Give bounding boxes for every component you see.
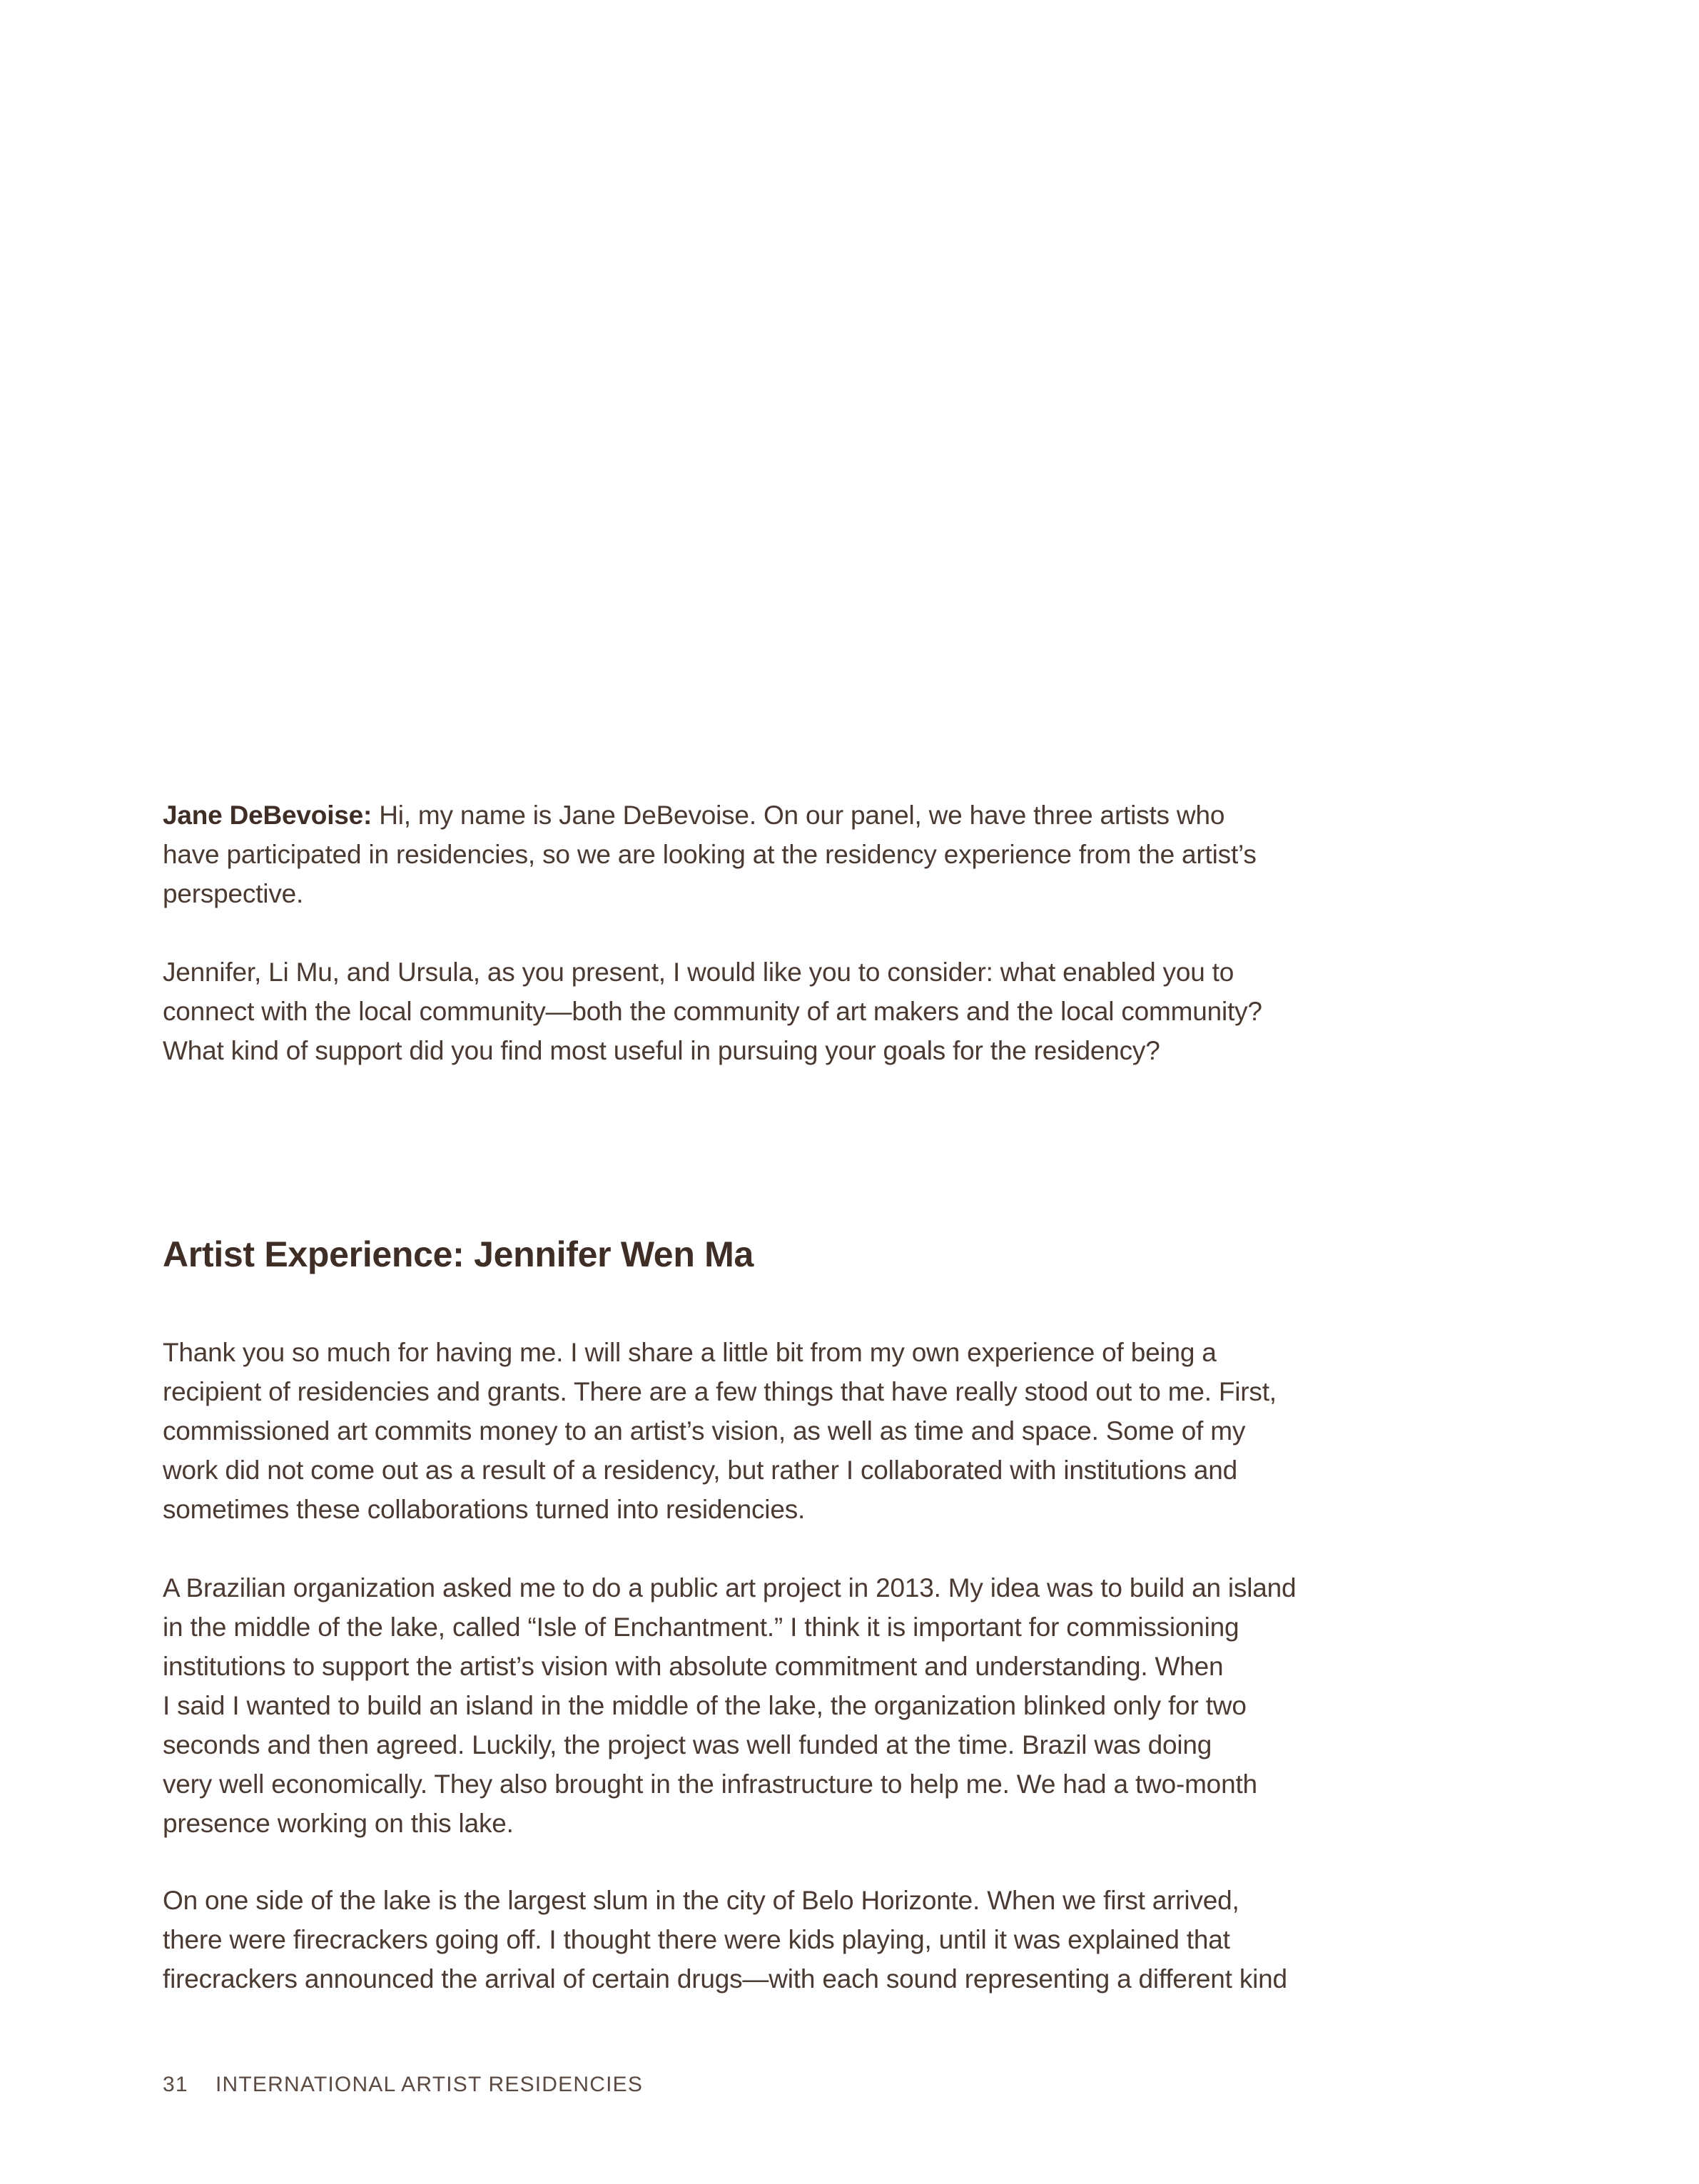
s-p2-line-3: institutions to support the artist’s vision with absolute commitment and understanding. When xyxy=(163,1652,1224,1681)
s-p2-line-7: presence working on this lake. xyxy=(163,1809,514,1838)
speaker-name: Jane DeBevoise: xyxy=(163,801,372,830)
s-p2-line-1: A Brazilian organization asked me to do a public art project in 2013. My idea was to build an island xyxy=(163,1573,1297,1603)
s-p3-line-3: firecrackers announced the arrival of certain drugs—with each sound representing a different kind xyxy=(163,1964,1287,1993)
section-heading: Artist Experience: Jennifer Wen Ma xyxy=(163,1234,754,1274)
s-p1-line-5: sometimes these collaborations turned into residencies. xyxy=(163,1495,806,1524)
intro-line-3: perspective. xyxy=(163,879,304,908)
s-p1-line-2: recipient of residencies and grants. There are a few things that have really stood out to me. First, xyxy=(163,1377,1277,1406)
s-p2-line-5: seconds and then agreed. Luckily, the project was well funded at the time. Brazil was doing xyxy=(163,1730,1212,1759)
intro-line-1-text: Hi, my name is Jane DeBevoise. On our panel, we have three artists who xyxy=(372,801,1225,830)
intro-paragraph-1 xyxy=(163,796,1319,913)
s-p1-line-1: Thank you so much for having me. I will share a little bit from my own experience of being a xyxy=(163,1338,1217,1367)
section-paragraph-1 xyxy=(163,1333,1319,1529)
page-number: 31 xyxy=(163,2073,188,2096)
s-p3-line-1: On one side of the lake is the largest slum in the city of Belo Horizonte. When we first arrived, xyxy=(163,1886,1239,1915)
s-p2-line-2: in the middle of the lake, called “Isle of Enchantment.” I think it is important for commissioning xyxy=(163,1612,1239,1642)
intro-p2-line-1: Jennifer, Li Mu, and Ursula, as you present, I would like you to consider: what enabled you to xyxy=(163,958,1234,987)
s-p1-line-3: commissioned art commits money to an artist’s vision, as well as time and space. Some of my xyxy=(163,1416,1246,1446)
s-p1-line-4: work did not come out as a result of a residency, but rather I collaborated with institutions and xyxy=(163,1456,1237,1485)
intro-p2-line-3: What kind of support did you find most useful in pursuing your goals for the residency? xyxy=(163,1036,1160,1065)
s-p2-line-4: I said I wanted to build an island in the middle of the lake, the organization blinked only for two xyxy=(163,1691,1247,1720)
section-paragraph-3 xyxy=(163,1881,1319,1998)
intro-line-1 xyxy=(163,796,1319,835)
running-title: INTERNATIONAL ARTIST RESIDENCIES xyxy=(215,2073,644,2096)
s-p2-line-6: very well economically. They also brought in the infrastructure to help me. We had a two-month xyxy=(163,1769,1257,1799)
intro-line-2: have participated in residencies, so we are looking at the residency experience from the artist’s xyxy=(163,840,1257,869)
s-p3-line-2: there were firecrackers going off. I thought there were kids playing, until it was explained that xyxy=(163,1925,1230,1954)
intro-paragraph-2 xyxy=(163,953,1319,1070)
section-paragraph-2 xyxy=(163,1568,1319,1843)
page-footer xyxy=(163,2071,643,2099)
intro-p2-line-2: connect with the local community—both the community of art makers and the local community? xyxy=(163,997,1262,1026)
